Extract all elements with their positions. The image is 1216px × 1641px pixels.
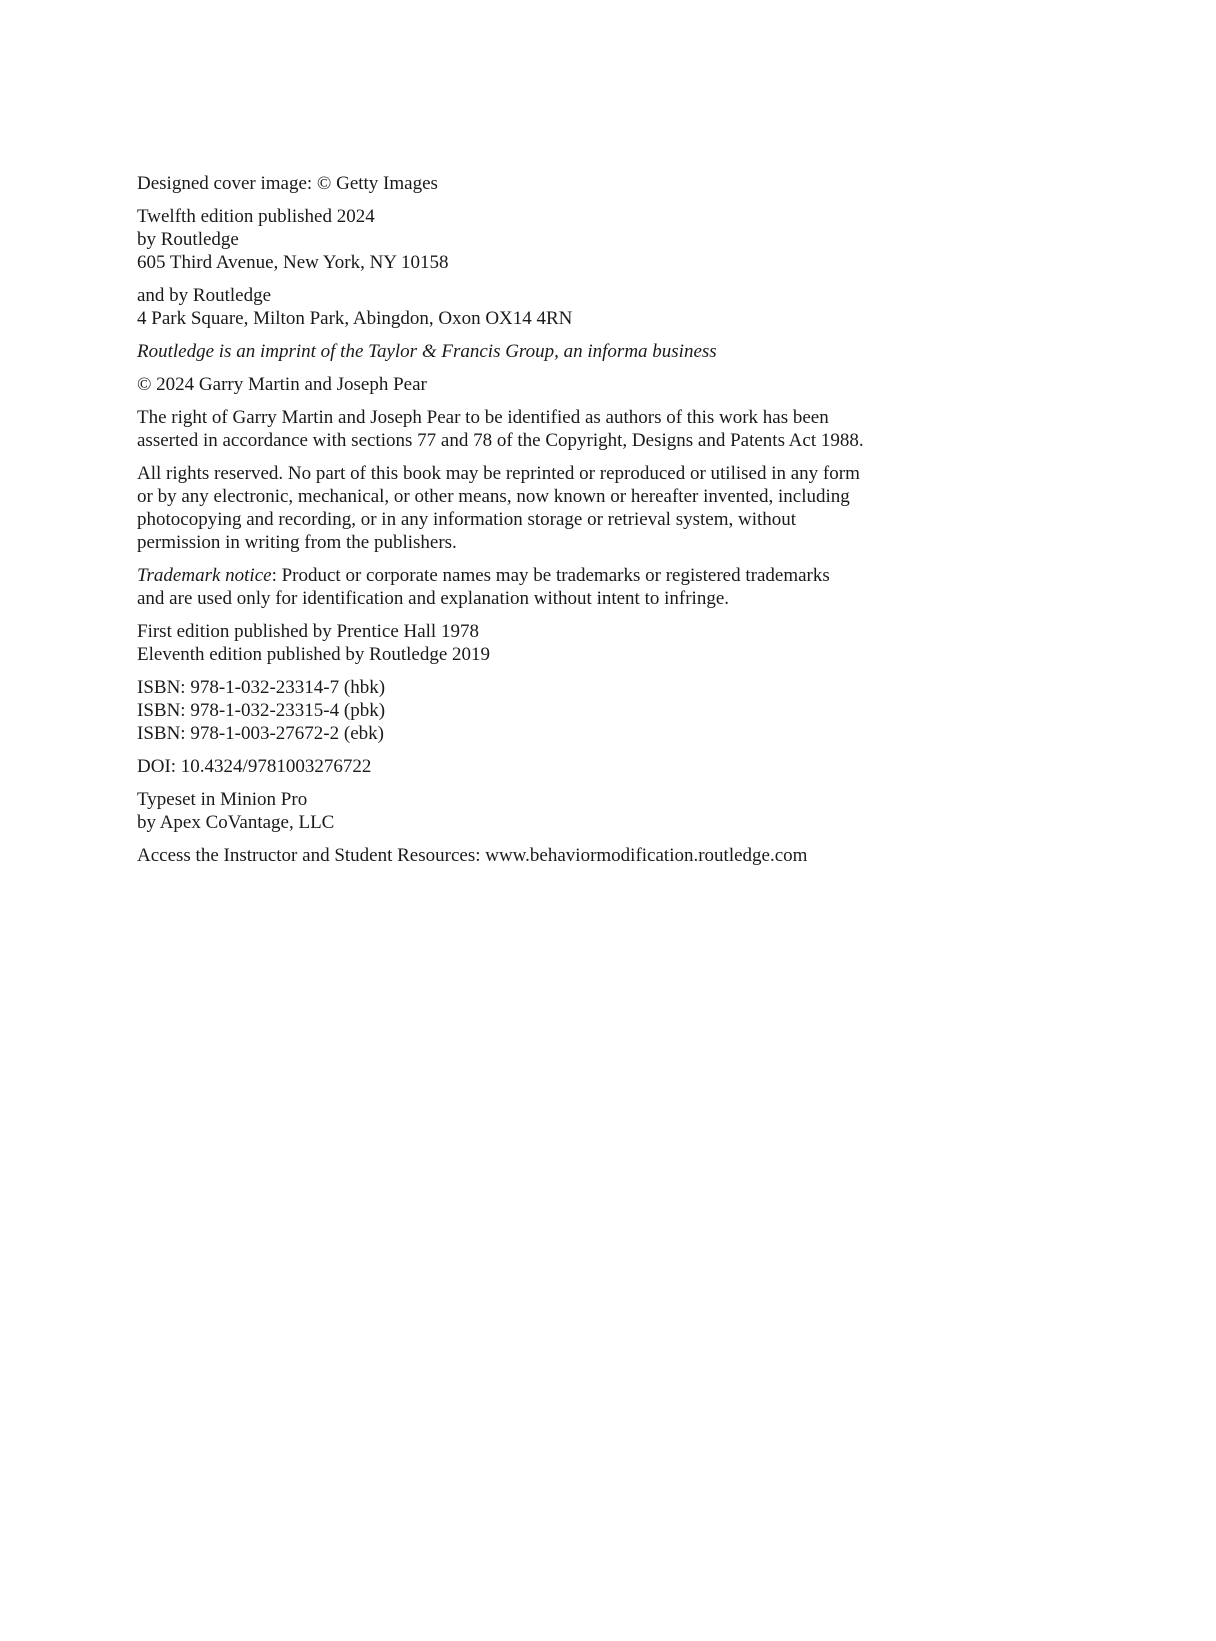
- moral-rights-line: asserted in accordance with sections 77 and 78 of the Copyright, Designs and Patents Act 1988.: [137, 430, 864, 451]
- resources: [137, 844, 897, 867]
- typeset-info: [137, 788, 897, 834]
- doi-text: DOI: 10.4324/9781003276722: [137, 756, 372, 777]
- uk-publisher-address: 4 Park Square, Milton Park, Abingdon, Oxon OX14 4RN: [137, 308, 573, 329]
- rights-reserved-line: photocopying and recording, or in any information storage or retrieval system, without: [137, 509, 797, 530]
- rights-reserved-line: or by any electronic, mechanical, or other means, now known or hereafter invented, including: [137, 486, 850, 507]
- trademark-line: and are used only for identification and explanation without intent to infringe.: [137, 588, 730, 609]
- copyright-block: [137, 172, 897, 877]
- copyright-notice: [137, 373, 897, 396]
- history-line: First edition published by Prentice Hall 1978: [137, 621, 479, 642]
- trademark-line: [137, 564, 897, 587]
- typeset-by: by Apex CoVantage, LLC: [137, 812, 335, 833]
- resources-text: Access the Instructor and Student Resources: www.behaviormodification.routledge.com: [137, 845, 808, 866]
- trademark-label: Trademark notice: [137, 565, 272, 586]
- trademark-notice: [137, 564, 897, 610]
- edition-address: 605 Third Avenue, New York, NY 10158: [137, 252, 449, 273]
- doi: [137, 755, 897, 778]
- copyright-text: © 2024 Garry Martin and Joseph Pear: [137, 374, 427, 395]
- cover-credit: [137, 172, 897, 195]
- isbn-ebk: ISBN: 978-1-003-27672-2 (ebk): [137, 723, 384, 744]
- edition-history: [137, 620, 897, 666]
- isbn-hbk: ISBN: 978-1-032-23314-7 (hbk): [137, 677, 386, 698]
- uk-publisher: [137, 284, 897, 330]
- rights-reserved: [137, 462, 897, 554]
- imprint-note: [137, 340, 897, 363]
- rights-reserved-line: All rights reserved. No part of this book may be reprinted or reproduced or utilised in any form: [137, 463, 860, 484]
- moral-rights: [137, 406, 897, 452]
- trademark-text: : Product or corporate names may be trademarks or registered trademarks: [271, 565, 830, 586]
- typeset-font: Typeset in Minion Pro: [137, 789, 308, 810]
- moral-rights-line: The right of Garry Martin and Joseph Pear to be identified as authors of this work has been: [137, 407, 829, 428]
- edition-info: [137, 205, 897, 274]
- edition-publisher: by Routledge: [137, 229, 239, 250]
- edition-line: Twelfth edition published 2024: [137, 206, 375, 227]
- imprint-note-text: Routledge is an imprint of the Taylor & Francis Group, an informa business: [137, 341, 717, 362]
- isbn-list: [137, 676, 897, 745]
- history-line: Eleventh edition published by Routledge 2019: [137, 644, 491, 665]
- isbn-pbk: ISBN: 978-1-032-23315-4 (pbk): [137, 700, 386, 721]
- uk-publisher-name: and by Routledge: [137, 285, 272, 306]
- cover-credit-text: Designed cover image: © Getty Images: [137, 173, 438, 194]
- rights-reserved-line: permission in writing from the publishers.: [137, 532, 457, 553]
